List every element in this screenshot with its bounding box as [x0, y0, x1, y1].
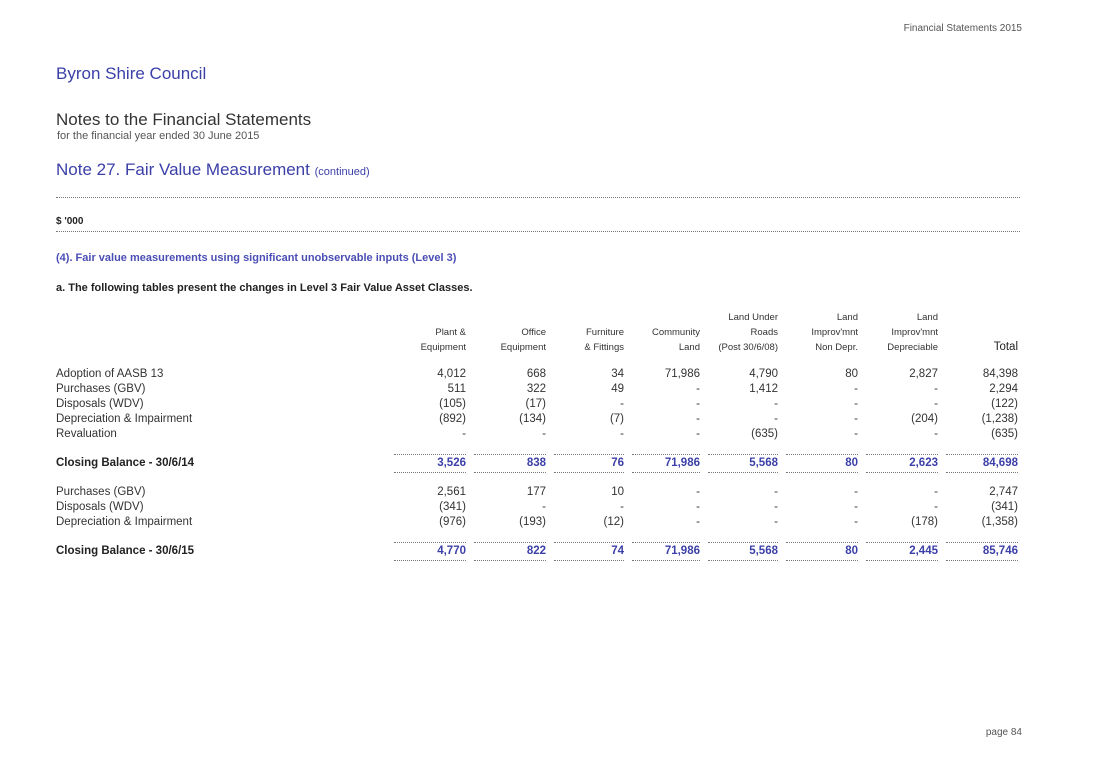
- table-cell: (635): [751, 428, 778, 440]
- table-cell: (12): [603, 516, 624, 528]
- table-cell: (341): [991, 501, 1018, 513]
- row-label: Depreciation & Impairment: [56, 413, 193, 425]
- column-header: Land Improv'mnt Depreciable: [887, 312, 938, 353]
- row-label: Closing Balance - 30/6/14: [56, 457, 195, 469]
- closing-value: 2,445: [866, 542, 938, 561]
- table-cell: [550, 542, 628, 561]
- closing-value: 76: [554, 454, 624, 473]
- table-row: [52, 397, 1022, 412]
- row-label: Revaluation: [56, 428, 117, 440]
- column-header: Plant & Equipment: [420, 327, 466, 353]
- table-cell: -: [774, 486, 778, 498]
- closing-value: 5,568: [708, 542, 778, 561]
- divider-units: [56, 231, 1020, 232]
- table-cell: [628, 542, 704, 561]
- table-header-row: [52, 310, 1022, 359]
- table-cell: (193): [519, 516, 546, 528]
- closing-value: 5,568: [708, 454, 778, 473]
- closing-balance-row: [52, 542, 1022, 561]
- note-heading-continued: (continued): [314, 166, 370, 178]
- table-row: [52, 515, 1022, 530]
- table-cell: 80: [845, 368, 858, 380]
- closing-value: 2,623: [866, 454, 938, 473]
- table-cell: 4,790: [749, 368, 778, 380]
- table-cell: [704, 454, 782, 473]
- table-cell: -: [696, 383, 700, 395]
- row-spacer: [52, 530, 1022, 542]
- table-cell: [942, 542, 1022, 561]
- table-cell: [628, 454, 704, 473]
- table-cell: -: [696, 398, 700, 410]
- column-header: Community Land: [651, 327, 700, 353]
- table-cell: -: [934, 501, 938, 513]
- table-cell: -: [854, 486, 858, 498]
- row-label: Purchases (GBV): [56, 486, 146, 498]
- closing-value: 71,986: [632, 542, 700, 561]
- row-label: Depreciation & Impairment: [56, 516, 193, 528]
- table-cell: -: [696, 413, 700, 425]
- table-cell: -: [934, 428, 938, 440]
- table-cell: -: [774, 413, 778, 425]
- table-row: [52, 382, 1022, 397]
- table-cell: -: [854, 428, 858, 440]
- table-cell: -: [542, 501, 546, 513]
- table-cell: (178): [911, 516, 938, 528]
- table-cell: (122): [991, 398, 1018, 410]
- row-spacer: [52, 473, 1022, 485]
- table-cell: 84,398: [982, 368, 1018, 380]
- table-cell: (134): [519, 413, 546, 425]
- closing-balance-row: [52, 454, 1022, 473]
- table-cell: [704, 542, 782, 561]
- table-cell: 2,561: [437, 486, 466, 498]
- table-cell: [390, 542, 470, 561]
- table-row: [52, 485, 1022, 500]
- table-row: [52, 427, 1022, 442]
- table-cell: -: [774, 501, 778, 513]
- table-intro: a. The following tables present the changes in Level 3 Fair Value Asset Classes.: [56, 282, 473, 294]
- document-header-title: Financial Statements 2015: [903, 23, 1022, 34]
- column-header: Land Under Roads (Post 30/6/08): [718, 312, 778, 353]
- column-header: Furniture & Fittings: [584, 327, 624, 353]
- table-cell: -: [854, 516, 858, 528]
- row-spacer: [52, 359, 1022, 367]
- table-cell: [862, 454, 942, 473]
- page-number: page 84: [985, 727, 1022, 738]
- units-label: $ '000: [56, 216, 84, 227]
- table-cell: -: [854, 383, 858, 395]
- table-cell: [470, 454, 550, 473]
- table-cell: (1,238): [981, 413, 1018, 425]
- table-cell: 2,294: [989, 383, 1018, 395]
- table-cell: -: [542, 428, 546, 440]
- table-cell: 49: [611, 383, 624, 395]
- column-header: Office Equipment: [500, 327, 546, 353]
- table-cell: 4,012: [437, 368, 466, 380]
- table-cell: -: [696, 501, 700, 513]
- closing-value: 71,986: [632, 454, 700, 473]
- divider-top: [56, 197, 1020, 198]
- table-cell: 10: [611, 486, 624, 498]
- note-heading-title: Note 27. Fair Value Measurement: [56, 160, 310, 179]
- table-cell: 322: [526, 383, 546, 395]
- table-cell: (204): [911, 413, 938, 425]
- table-cell: [942, 454, 1022, 473]
- table-cell: 34: [611, 368, 624, 380]
- table-cell: 1,412: [749, 383, 778, 395]
- table-cell: -: [934, 398, 938, 410]
- table-cell: -: [620, 501, 624, 513]
- table-cell: -: [462, 428, 466, 440]
- header-blank: [52, 310, 390, 359]
- table-cell: -: [854, 501, 858, 513]
- table-cell: [782, 542, 862, 561]
- closing-value: 822: [474, 542, 546, 561]
- closing-value: 80: [786, 454, 858, 473]
- table-cell: (976): [439, 516, 466, 528]
- closing-value: 85,746: [946, 542, 1018, 561]
- organisation-name: Byron Shire Council: [56, 64, 207, 83]
- table-cell: 71,986: [664, 368, 700, 380]
- table-cell: 2,747: [989, 486, 1018, 498]
- row-label: Closing Balance - 30/6/15: [56, 545, 195, 557]
- table-cell: [550, 454, 628, 473]
- row-spacer: [52, 442, 1022, 454]
- row-label: Purchases (GBV): [56, 383, 146, 395]
- table-cell: -: [854, 413, 858, 425]
- table-cell: (1,358): [981, 516, 1018, 528]
- column-header: Land Improv'mnt Non Depr.: [811, 312, 858, 353]
- table-cell: 668: [526, 368, 546, 380]
- table-row: [52, 367, 1022, 382]
- closing-value: 84,698: [946, 454, 1018, 473]
- section-heading: (4). Fair value measurements using significant unobservable inputs (Level 3): [56, 252, 457, 264]
- table-cell: (341): [439, 501, 466, 513]
- notes-title: Notes to the Financial Statements: [56, 110, 312, 129]
- table-cell: -: [934, 486, 938, 498]
- table-cell: 511: [447, 383, 466, 395]
- table-cell: (7): [609, 413, 624, 425]
- table-cell: 2,827: [909, 368, 938, 380]
- table-cell: -: [696, 516, 700, 528]
- notes-subtitle: for the financial year ended 30 June 2015: [57, 130, 260, 142]
- table-cell: (892): [439, 413, 466, 425]
- closing-value: 4,770: [394, 542, 466, 561]
- table-cell: (635): [991, 428, 1018, 440]
- table-cell: (105): [439, 398, 466, 410]
- closing-value: 3,526: [394, 454, 466, 473]
- closing-value: 838: [474, 454, 546, 473]
- table-cell: -: [854, 398, 858, 410]
- table-cell: [470, 542, 550, 561]
- note-heading: [56, 160, 370, 180]
- row-label: Adoption of AASB 13: [56, 368, 164, 380]
- column-header-total: Total: [993, 341, 1018, 353]
- table-cell: 177: [526, 486, 546, 498]
- fair-value-table: [52, 310, 1022, 561]
- row-label: Disposals (WDV): [56, 398, 144, 410]
- closing-value: 80: [786, 542, 858, 561]
- closing-value: 74: [554, 542, 624, 561]
- table-cell: -: [696, 428, 700, 440]
- table-cell: -: [620, 398, 624, 410]
- table-cell: -: [934, 383, 938, 395]
- table-row: [52, 500, 1022, 515]
- table-cell: -: [774, 398, 778, 410]
- table-row: [52, 412, 1022, 427]
- table-cell: -: [774, 516, 778, 528]
- table-cell: -: [620, 428, 624, 440]
- table-cell: [862, 542, 942, 561]
- table-cell: (17): [525, 398, 546, 410]
- table-cell: [782, 454, 862, 473]
- table-cell: -: [696, 486, 700, 498]
- row-label: Disposals (WDV): [56, 501, 144, 513]
- table-cell: [390, 454, 470, 473]
